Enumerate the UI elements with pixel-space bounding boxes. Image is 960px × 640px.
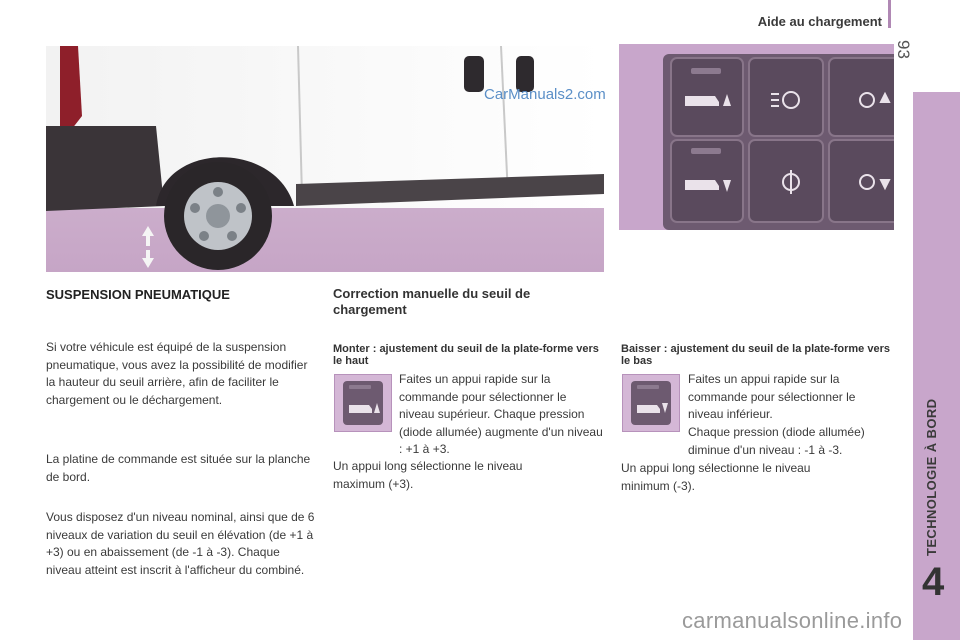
- control-panel-illustration: [619, 44, 894, 230]
- suspension-heading: SUSPENSION PNEUMATIQUE: [46, 287, 230, 302]
- chapter-label: TECHNOLOGIE À BORD: [924, 398, 939, 556]
- intro-paragraph: Si votre véhicule est équipé de la suspension pneumatique, vous avez la possibilité de modifier la hauteur du seuil arrière, afin de faciliter le chargement ou le déchargement.: [46, 340, 308, 407]
- lower-title: Baisser : ajustement du seuil de la plate-forme vers le bas: [621, 343, 890, 367]
- control-location-paragraph: La platine de commande est située sur la planche de bord.: [46, 452, 311, 484]
- raise-title: Monter : ajustement du seuil de la plate-forme vers le haut: [333, 343, 599, 367]
- section-title: Aide au chargement: [757, 14, 882, 29]
- raise-long-press: Un appui long sélectionne le niveau maximum (+3).: [333, 459, 523, 491]
- chapter-number: 4: [922, 560, 945, 604]
- chapter-side-tab: [913, 92, 960, 640]
- raise-button-illustration: [334, 374, 392, 432]
- page-number: 93: [894, 40, 913, 59]
- lower-press-detail: Chaque pression (diode allumée) diminue d'un niveau : -1 à -3.: [688, 425, 865, 457]
- raise-instruction: Faites un appui rapide sur la commande pour sélectionner le niveau supérieur. Chaque pression (diode allumée) augmente d'un niveau : +1 à +3.: [399, 372, 603, 456]
- lower-instruction: Faites un appui rapide sur la commande pour sélectionner le niveau inférieur.: [688, 372, 856, 421]
- van-suspension-illustration: [46, 46, 604, 272]
- watermark-top: CarManuals2.com: [484, 86, 606, 103]
- van-raise-icon: [335, 375, 391, 431]
- header-divider: [888, 0, 891, 28]
- levels-paragraph: Vous disposez d'un niveau nominal, ainsi que de 6 niveaux de variation du seuil en élévation (de +1 à +3) ou en abaissement (de -1 à -3). Chaque niveau atteint est inscrit à l'afficheur du combiné.: [46, 510, 315, 577]
- van-lower-icon: [623, 375, 679, 431]
- lower-long-press: Un appui long sélectionne le niveau minimum (-3).: [621, 461, 811, 493]
- lower-button-illustration: [622, 374, 680, 432]
- correction-heading: Correction manuelle du seuil de chargement: [333, 286, 531, 317]
- watermark-bottom: carmanualsonline.info: [682, 608, 903, 633]
